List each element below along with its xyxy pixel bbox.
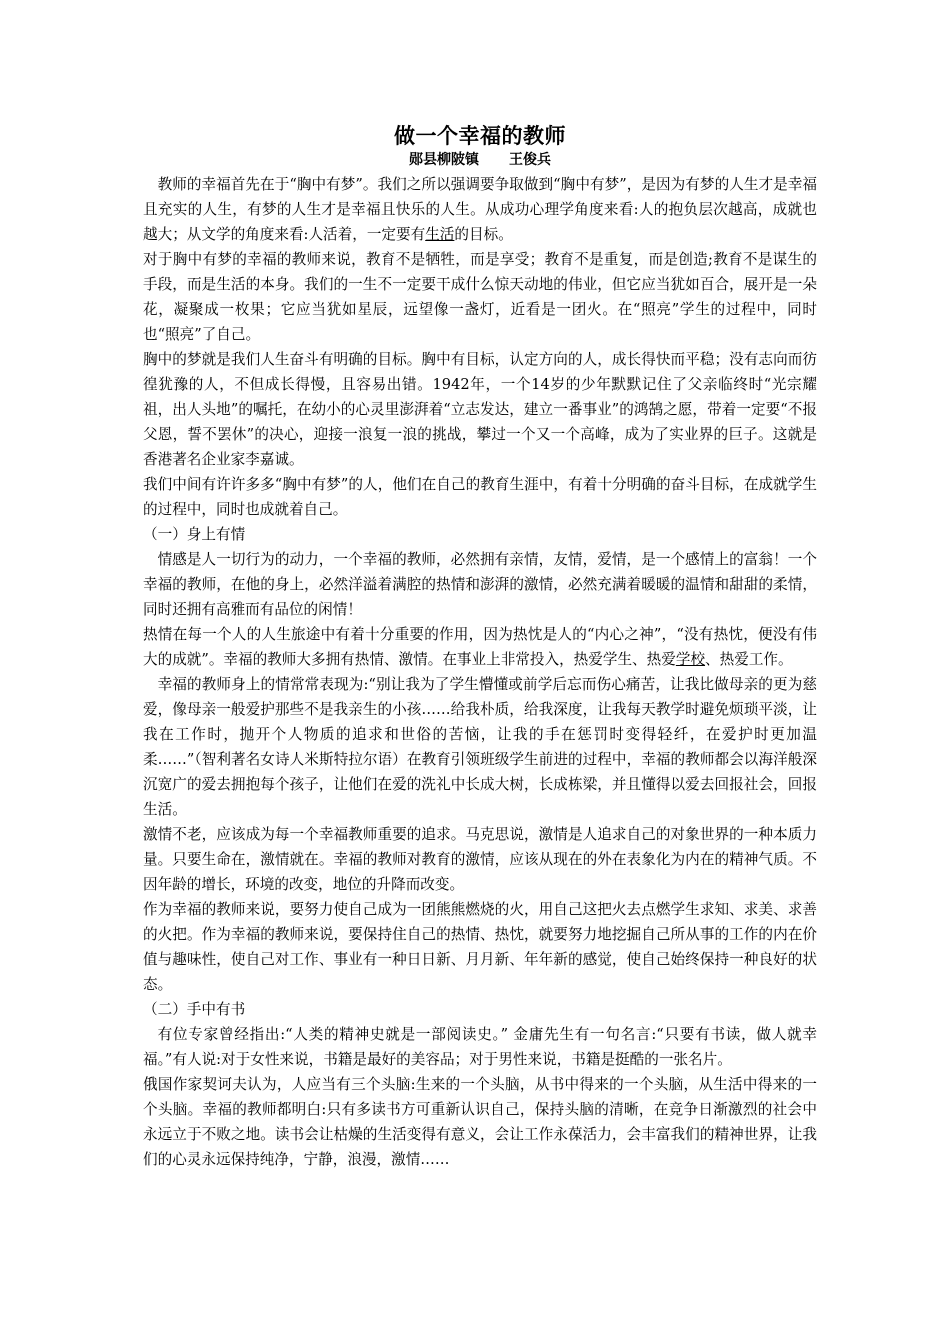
paragraph-1-text: 教师的幸福首先在于“胸中有梦”。我们之所以强调要争取做到“胸中有梦”，是因为有梦的人生才是幸福且充实的人生，有梦的人生才是幸福且快乐的人生。从成功心理学角度来看:人的抱负层次越高，成就也越大；从文学的角度来看:人活着，一定要有 [143, 176, 817, 243]
paragraph-6 [143, 622, 817, 672]
paragraph-8: 激情不老，应该成为每一个幸福教师重要的追求。马克思说，激情是人追求自己的对象世界的一种本质力量。只要生命在，激情就在。幸福的教师对教育的激情，应该从现在的外在表象化为内在的精神气质。不因年龄的增长，环境的改变，地位的升降而改变。 [143, 826, 817, 893]
author-line [143, 150, 817, 170]
paragraph-11: 俄国作家契诃夫认为，人应当有三个头脑:生来的一个头脑，从书中得来的一个头脑，从生活中得来的一个头脑。幸福的教师都明白:只有多读书方可重新认识自己，保持头脑的清晰，在竞争日渐激烈的社会中永远立于不败之地。读书会让枯燥的生活变得有意义，会让工作永葆活力，会丰富我们的精神世界，让我们的心灵永远保持纯净，宁静，浪漫，激情…… [143, 1076, 817, 1168]
paragraph-3: 胸中的梦就是我们人生奋斗有明确的目标。胸中有目标，认定方向的人，成长得快而平稳；没有志向而彷徨犹豫的人，不但成长得慢，且容易出错。1942年，一个14岁的少年默默记住了父亲临终时“光宗耀祖，出人头地”的嘱托，在幼小的心灵里澎湃着“立志发达，建立一番事业”的鸿鹄之愿，带着一定要“不报父恩，誓不罢休”的决心，迎接一浪复一浪的挑战，攀过一个又一个高峰，成为了实业界的巨子。这就是香港著名企业家李嘉诚。 [143, 351, 817, 468]
link-school[interactable]: 学校 [675, 651, 706, 668]
author-name: 王俊兵 [509, 152, 551, 168]
paragraph-1 [143, 172, 817, 247]
link-life[interactable]: 生活 [425, 226, 455, 243]
document-page [143, 122, 817, 1172]
paragraph-10: 有位专家曾经指出:“人类的精神史就是一部阅读史。” 金庸先生有一句名言:“只要有书读，做人就幸福。”有人说:对于女性来说，书籍是最好的美容品；对于男性来说，书籍是挺酷的一张名片。 [143, 1026, 817, 1068]
section-heading-1: （一）身上有情 [143, 526, 246, 543]
paragraph-2: 对于胸中有梦的幸福的教师来说，教育不是牺牲，而是享受；教育不是重复，而是创造;教育不是谋生的手段，而是生活的本身。我们的一生不一定要干成什么惊天动地的伟业，但它应当犹如百合，展开是一朵花，凝聚成一枚果；它应当犹如星辰，远望像一盏灯，近看是一团火。在“照亮”学生的过程中，同时也“照亮”了自己。 [143, 251, 817, 343]
paragraph-4: 我们中间有许许多多“胸中有梦”的人，他们在自己的教育生涯中，有着十分明确的奋斗目标，在成就学生的过程中，同时也成就着自己。 [143, 476, 817, 518]
document-title: 做一个幸福的教师 [394, 123, 566, 148]
paragraph-1-tail: 的目标。 [454, 226, 513, 243]
paragraph-5: 情感是人一切行为的动力，一个幸福的教师，必然拥有亲情，友情，爱情，是一个感情上的富翁！一个幸福的教师，在他的身上，必然洋溢着满腔的热情和澎湃的激情，必然充满着暖暖的温情和甜甜的柔情，同时还拥有高雅而有品位的闲情！ [143, 551, 817, 618]
paragraph-6-text: 热情在每一个人的人生旅途中有着十分重要的作用，因为热忱是人的“内心之神”，“没有热忱，便没有伟大的成就”。幸福的教师大多拥有热情、激情。在事业上非常投入，热爱学生、热爱 [143, 626, 817, 668]
section-heading-2: （二）手中有书 [143, 1001, 246, 1018]
paragraph-6-tail: 、热爱工作。 [705, 651, 793, 668]
author-place: 郧县柳陂镇 [409, 152, 479, 168]
paragraph-9: 作为幸福的教师来说，要努力使自己成为一团熊熊燃烧的火，用自己这把火去点燃学生求知、求美、求善的火把。作为幸福的教师来说，要保持住自己的热情、热忱，就要努力地挖掘自己所从事的工作的内在价值与趣味性，使自己对工作、事业有一种日日新、月月新、年年新的感觉，使自己始终保持一种良好的状态。 [143, 901, 817, 993]
paragraph-7: 幸福的教师身上的情常常表现为:“别让我为了学生懵懂或前学后忘而伤心痛苦，让我比做母亲的更为慈爱，像母亲一般爱护那些不是我亲生的小孩……给我朴质，给我深度，让我每天教学时避免烦琐平淡，让我在工作时，抛开个人物质的追求和世俗的苦恼，让我的手在惩罚时变得轻纤，在爱护时更加温柔……”（智利著名女诗人米斯特拉尔语）在教育引领班级学生前进的过程中，幸福的教师都会以海洋般深沉宽广的爱去拥抱每个孩子，让他们在爱的洗礼中长成大树，长成栋梁，并且懂得以爱去回报社会，回报生活。 [143, 676, 817, 818]
